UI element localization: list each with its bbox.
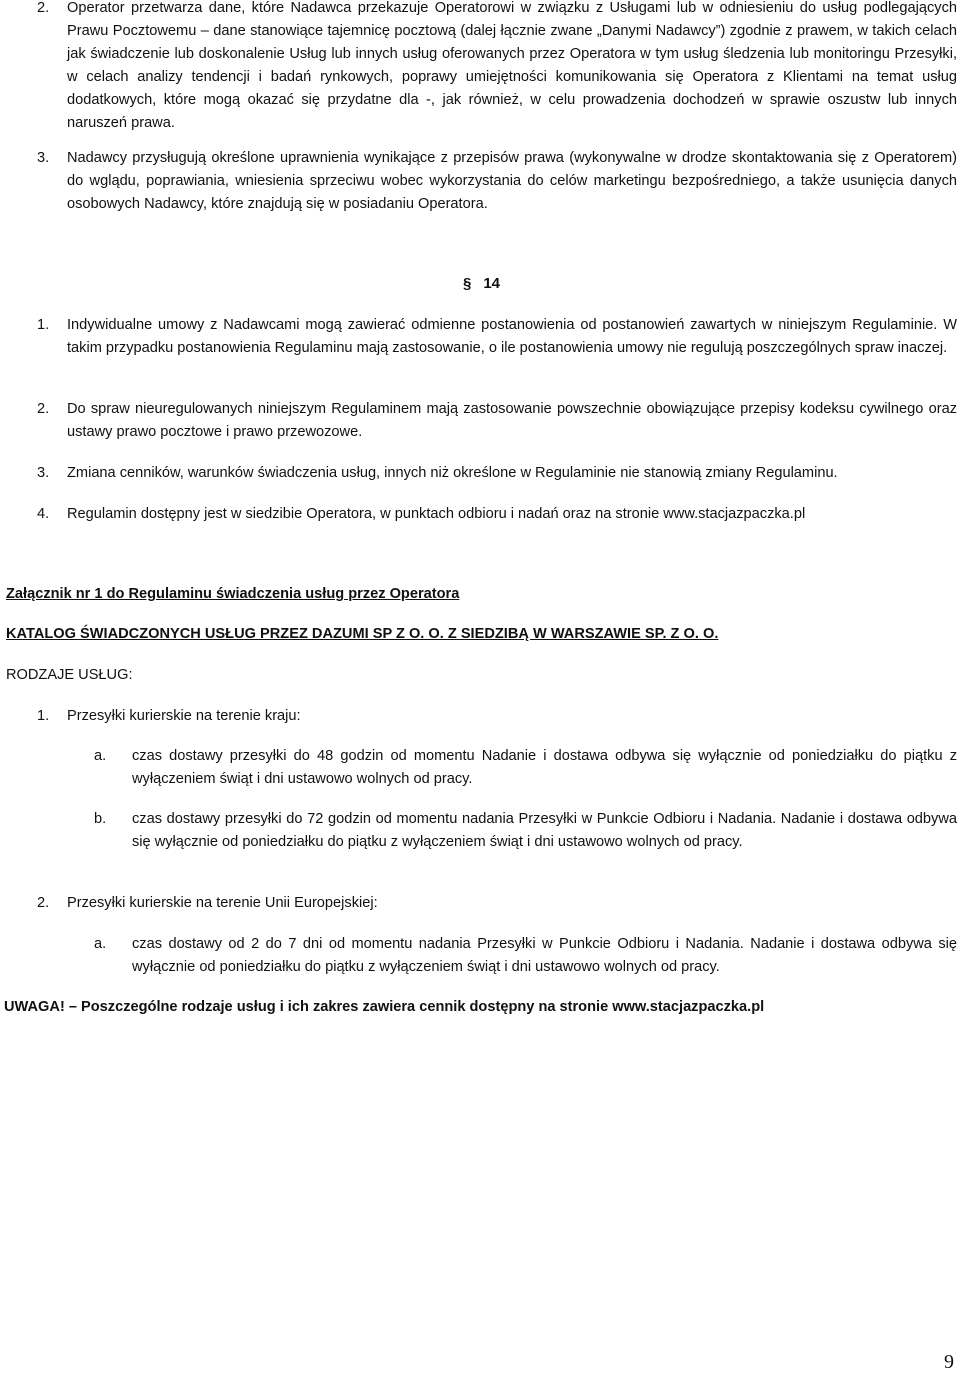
section-heading [463,272,500,295]
service-item [37,705,957,728]
subitem-letter: a. [94,748,107,764]
subitem-text: czas dostawy od 2 do 7 dni od momentu nadania Przesyłki w Punkcie Odbioru i Nadania. Nadanie i dostawa odbywa się wyłącznie od poniedziałku do piątku z wyłączeniem świąt i dni ustawowo wolnych od pracy. [132,936,957,975]
list-item [37,314,957,360]
list-item-text: Indywidualne umowy z Nadawcami mogą zawierać odmienne postanowienia od postanowień zawartych w niniejszym Regulaminie. W takim przypadku postanowienia Regulaminu mają zastosowanie, o ile postanowienia umowy nie regulują poszczególnych spraw inaczej. [67,317,957,356]
list-item [37,147,957,216]
list-item-text: Nadawcy przysługują określone uprawnienia wynikające z przepisów prawa (wykonywalne w drodze skontaktowania się z Operatorem) do wglądu, poprawiania, wniesienia sprzeciwu wobec wykorzystania do celów marketingu bezpośredniego, a także usunięcia danych osobowych Nadawcy, które znajdują się w posiadaniu Operatora. [67,150,957,212]
subitem-letter: b. [94,811,107,827]
list-item [37,462,957,485]
list-item [37,0,957,135]
service-subitem [94,808,957,854]
list-item-number: 3. [37,150,50,166]
subitem-text: czas dostawy przesyłki do 48 godzin od momentu Nadanie i dostawa odbywa się wyłącznie od poniedziałku do piątku z wyłączeniem świąt i dni ustawowo wolnych od pracy. [132,748,957,787]
service-label: Przesyłki kurierskie na terenie Unii Europejskiej: [67,895,378,911]
list-item-text: Regulamin dostępny jest w siedzibie Operatora, w punktach odbioru i nadań oraz na stronie www.stacjazpaczka.pl [67,506,806,522]
list-item-text: Zmiana cenników, warunków świadczenia usług, innych niż określone w Regulaminie nie stanowią zmiany Regulaminu. [67,465,838,481]
list-item-number: 1. [37,317,50,333]
service-label: Przesyłki kurierskie na terenie kraju: [67,708,301,724]
annex-title: Załącznik nr 1 do Regulaminu świadczenia usług przez Operatora [6,586,460,602]
service-item [37,892,957,915]
subitem-text: czas dostawy przesyłki do 72 godzin od momentu nadania Przesyłki w Punkcie Odbioru i Nadania. Nadanie i dostawa odbywa się wyłącznie od poniedziałku do piątku z wyłączeniem świąt i dni ustawowo wolnych od pracy. [132,811,957,850]
list-item-number: 3. [37,465,50,481]
page-number: 9 [944,1351,954,1373]
service-subitem [94,745,957,791]
service-subitem [94,933,957,979]
catalog-title: KATALOG ŚWIADCZONYCH USŁUG PRZEZ DAZUMI SP Z O. O. Z SIEDZIBĄ W WARSZAWIE SP. Z O. O. [6,626,719,642]
list-item-text: Do spraw nieuregulowanych niniejszym Regulaminem mają zastosowanie powszechnie obowiązujące przepisy kodeksu cywilnego oraz ustawy prawo pocztowe i prawo przewozowe. [67,401,957,440]
service-types-label: RODZAJE USŁUG: [6,667,133,683]
warning-note: UWAGA! – Poszczególne rodzaje usług i ich zakres zawiera cennik dostępny na stronie www.stacjazpaczka.pl [4,999,765,1015]
service-number: 1. [37,708,50,724]
list-item-number: 2. [37,401,50,417]
subitem-letter: a. [94,936,107,952]
list-item-number: 2. [37,0,50,16]
service-number: 2. [37,895,50,911]
list-item-number: 4. [37,506,50,522]
section-number: 14 [483,275,501,292]
list-item [37,503,957,526]
section-symbol: § [463,275,472,292]
list-item-text: Operator przetwarza dane, które Nadawca przekazuje Operatorowi w związku z Usługami lub w odniesieniu do usług podlegających Prawu Pocztowemu – dane stanowiące tajemnicę pocztową (dalej łącznie zwane „Danymi Nadawcy”) zgodnie z prawem, w takich celach jak świadczenie lub doskonalenie Usług lub innych usług oferowanych przez Operatora w tym usług śledzenia lub monitoringu Przesyłki, w celach analizy tendencji i badań rynkowych, poprawy umiejętności komunikowania się Operatora z Klientami na temat usług dodatkowych, które mogą okazać się przydatne dla -, jak również, w celu prowadzenia dochodzeń w sprawie oszustw lub innych naruszeń prawa. [67,0,957,131]
list-item [37,398,957,444]
